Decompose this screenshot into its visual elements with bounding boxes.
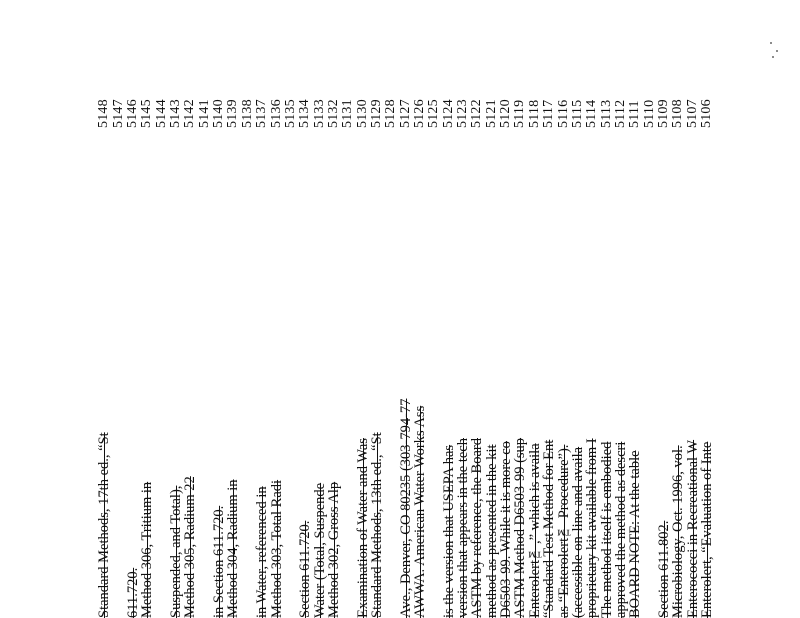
line-number: 5132 (325, 99, 341, 128)
line-number: 5133 (311, 99, 327, 128)
scan-speck (770, 42, 772, 44)
line-number: 5106 (699, 99, 714, 128)
document-line: (accessible on-line and availa (569, 446, 586, 618)
scan-speck (776, 50, 778, 52)
document-line: Method 305, Radium 22 (182, 476, 199, 618)
line-number: 5117 (541, 99, 557, 128)
document-line: Ave., Denver, CO 80235 (303-794-77 (397, 398, 414, 618)
line-number: 5126 (412, 99, 427, 128)
document-line: Examination of Water and Was (354, 438, 371, 618)
line-number: 5145 (139, 99, 155, 128)
document-line: BOARD NOTE: At the table (627, 450, 644, 618)
scan-speck (772, 56, 774, 58)
document-line: Section 611.720. (297, 520, 314, 618)
line-number: 5131 (340, 99, 356, 128)
line-number: 5116 (555, 99, 571, 128)
line-number: 5110 (641, 99, 657, 128)
document-line: Method 303, Total Radi (268, 479, 285, 618)
line-number: 5122 (469, 99, 485, 128)
document-line: Enterolert™,” which is availa (526, 443, 543, 618)
document-line: “Standard Test Method for Ent (541, 439, 558, 618)
document-line: as “Enterolert™ Procedure”). (555, 444, 572, 618)
document-line: Suspended, and Total), (168, 485, 185, 618)
document-line: Standard Methods, 17th ed., “St (96, 432, 113, 618)
line-number: 5120 (498, 99, 514, 128)
document-line: is the version that USEPA has (440, 444, 457, 618)
document-line: The method itself is embodied (598, 441, 615, 618)
line-number: 5135 (282, 99, 298, 128)
document-line: Enterococci in Recreational W (684, 439, 701, 618)
line-number: 5136 (268, 99, 284, 128)
line-number: 5121 (483, 99, 499, 128)
document-line: Enterolert, “Evaluation of Inte (699, 441, 715, 618)
document-line: D6503-99. While it is more co (498, 441, 515, 618)
line-number: 5115 (569, 99, 585, 128)
line-number: 5125 (426, 99, 442, 128)
line-number: 5114 (584, 99, 600, 128)
document-line: ASTM by reference, the Board (469, 438, 486, 618)
document-line: in Water, referenced in (254, 486, 271, 618)
line-number: 5139 (225, 99, 241, 128)
line-number: 5146 (125, 99, 140, 128)
document-line: 611.720. (125, 567, 141, 618)
line-number: 5111 (627, 100, 643, 128)
line-number: 5144 (153, 99, 169, 128)
document-line: Microbiology, Oct. 1996, vol. (670, 445, 687, 618)
line-number: 5123 (455, 99, 471, 128)
line-number: 5129 (368, 99, 384, 128)
line-number: 5130 (354, 99, 370, 128)
document-line: ASTM Method D6503-99 (sup (512, 437, 529, 618)
line-number: 5141 (196, 99, 212, 128)
document-line: in Section 611.720. (211, 505, 228, 618)
line-number: 5127 (397, 99, 413, 128)
document-line: proprietary kit available from I (584, 438, 601, 618)
document-line: Method 304, Radium in (225, 479, 242, 618)
line-number: 5134 (297, 99, 313, 128)
document-line: approved the method as descri (612, 441, 629, 618)
line-number: 5148 (96, 99, 112, 128)
document-line: version that appears in the tech (455, 438, 472, 618)
line-number: 5112 (612, 99, 628, 128)
line-number: 5143 (168, 99, 184, 128)
line-number: 5108 (670, 99, 686, 128)
line-number: 5140 (211, 99, 227, 128)
document-line: Method 306, Tritium in (139, 481, 156, 618)
line-number: 5137 (254, 99, 270, 128)
line-number: 5113 (598, 99, 614, 128)
line-number: 5109 (655, 99, 671, 128)
document-line: Standard Methods, 13th ed., “St (368, 432, 385, 618)
line-number: 5128 (383, 99, 399, 128)
document-line: Water (Total, Suspende (311, 482, 328, 618)
document-line: Section 611.802. (655, 520, 672, 618)
line-number: 5119 (512, 99, 528, 128)
document-line: method as presented in the kit (483, 444, 500, 618)
document-line: AWWA. American Water Works Ass (412, 405, 428, 618)
document-line: Method 302, Gross Alp (325, 481, 342, 618)
line-number: 5107 (684, 99, 700, 128)
line-number: 5118 (526, 99, 542, 128)
line-number: 5138 (239, 99, 255, 128)
line-number: 5142 (182, 99, 198, 128)
line-number: 5147 (110, 99, 126, 128)
line-number: 5124 (440, 99, 456, 128)
